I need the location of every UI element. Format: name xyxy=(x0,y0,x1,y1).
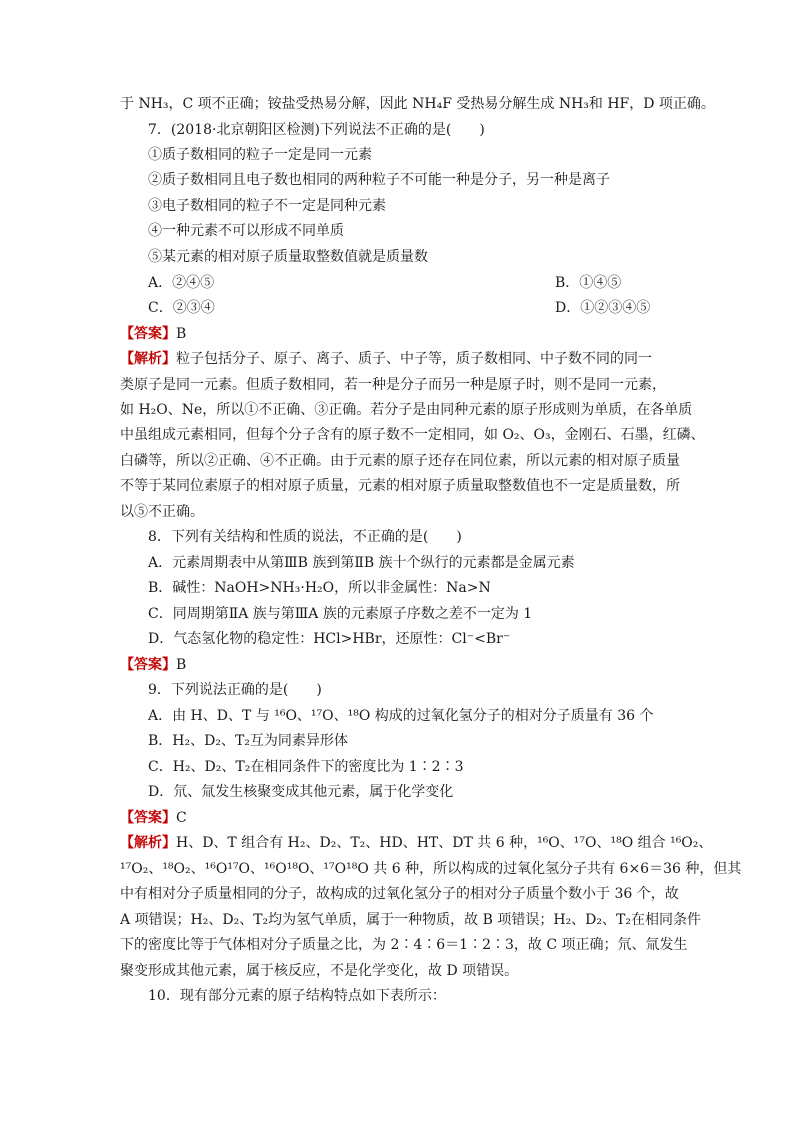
q9-option-b: B．H₂、D₂、T₂互为同素异形体 xyxy=(148,733,348,749)
q9-analysis-line: A 项错误；H₂、D₂、T₂均为氢气单质，属于一种物质，故 B 项错误；H₂、D₂、T₂在相同条件 xyxy=(120,912,701,928)
answer-label: 【答案】 xyxy=(120,810,176,826)
question-7-stem: 7．(2018·北京朝阳区检测)下列说法不正确的是( ) xyxy=(148,122,485,138)
option-c-text: C．②③④ xyxy=(148,300,215,316)
answer-label: 【答案】 xyxy=(120,657,176,673)
q7-answer xyxy=(120,324,680,344)
q7-option-c xyxy=(148,298,708,318)
q9-analysis-line: 下的密度比等于气体相对分子质量之比，为 2∶4∶6＝1∶2∶3，故 C 项正确；氘、氚发生 xyxy=(120,937,688,953)
q7-analysis-line: 不等于某同位素原子的相对原子质量，元素的相对原子质量取整数值也不一定是质量数，所 xyxy=(120,478,680,494)
q7-analysis-line: 如 H₂O、Ne，所以①不正确、③正确。若分子是由同种元素的原子形成则为单质，在各单质 xyxy=(120,402,693,418)
q7-statement-3: ③电子数相同的粒子不一定是同种元素 xyxy=(148,198,386,214)
answer-value: B xyxy=(176,326,187,342)
question-8-stem: 8．下列有关结构和性质的说法，不正确的是( ) xyxy=(148,529,462,545)
option-a-text: A．②④⑤ xyxy=(148,275,215,291)
q7-statement-4: ④一种元素不可以形成不同单质 xyxy=(148,223,344,239)
q7-analysis-line: 白磷等，所以②正确、④不正确。由于元素的原子还存在同位素，所以元素的相对原子质量 xyxy=(120,453,680,469)
analysis-label: 【解析】 xyxy=(120,835,176,851)
answer-value: C xyxy=(176,810,187,826)
q9-option-c: C．H₂、D₂、T₂在相同条件下的密度比为 1∶2∶3 xyxy=(148,759,464,775)
q7-statement-1: ①质子数相同的粒子一定是同一元素 xyxy=(148,147,372,163)
q8-option-c: C．同周期第ⅡA 族与第ⅢA 族的元素原子序数之差不一定为 1 xyxy=(148,606,533,622)
q8-option-a: A．元素周期表中从第ⅢB 族到第ⅡB 族十个纵行的元素都是金属元素 xyxy=(148,555,575,571)
q7-analysis-line: 类原子是同一元素。但质子数相同，若一种是分子而另一种是原子时，则不是同一元素， xyxy=(120,377,666,393)
q7-option-a xyxy=(148,273,708,293)
question-10-stem: 10．现有部分元素的原子结构特点如下表所示： xyxy=(148,988,446,1004)
question-9-stem: 9．下列说法正确的是( ) xyxy=(148,682,322,698)
q9-analysis-line: 聚变形成其他元素，属于核反应，不是化学变化，故 D 项错误。 xyxy=(120,963,519,979)
analysis-text: H、D、T 组合有 H₂、D₂、T₂、HD、HT、DT 共 6 种，¹⁶O、¹⁷O、¹⁸O 组合 ¹⁶O₂、 xyxy=(176,835,713,851)
q9-option-a: A．由 H、D、T 与 ¹⁶O、¹⁷O、¹⁸O 构成的过氧化氢分子的相对分子质量有 36 个 xyxy=(148,708,654,724)
q9-analysis-line: ¹⁷O₂、¹⁸O₂、¹⁶O¹⁷O、¹⁶O¹⁸O、¹⁷O¹⁸O 共 6 种，所以构成的过氧化氢分子共有 6×6＝36 种，但其 xyxy=(120,861,742,877)
q8-answer xyxy=(120,655,680,675)
q9-analysis-line xyxy=(120,833,713,853)
q7-analysis-line: 以⑤不正确。 xyxy=(120,504,204,520)
q8-option-d: D．气态氢化物的稳定性：HCl>HBr，还原性：Cl⁻<Br⁻ xyxy=(148,631,511,647)
option-d-text: D．①②③④⑤ xyxy=(555,300,651,316)
analysis-text: 粒子包括分子、原子、离子、质子、中子等，质子数相同、中子数不同的同一 xyxy=(176,351,652,367)
q7-analysis-line: 中虽组成元素相同，但每个分子含有的原子数不一定相同，如 O₂、O₃，金刚石、石墨，红磷、 xyxy=(120,427,705,443)
answer-value: B xyxy=(176,657,187,673)
q7-statement-2: ②质子数相同且电子数也相同的两种粒子不可能一种是分子，另一种是离子 xyxy=(148,172,610,188)
answer-label: 【答案】 xyxy=(120,326,176,342)
q9-answer xyxy=(120,808,680,828)
q7-analysis-line xyxy=(120,349,680,369)
analysis-label: 【解析】 xyxy=(120,351,176,367)
q8-option-b: B．碱性：NaOH>NH₃·H₂O，所以非金属性：Na>N xyxy=(148,580,491,596)
option-b-text: B．①④⑤ xyxy=(555,275,622,291)
q9-analysis-line: 中有相对分子质量相同的分子，故构成的过氧化氢分子的相对分子质量个数小于 36 个，故 xyxy=(120,886,679,902)
q9-option-d: D．氘、氚发生核聚变成其他元素，属于化学变化 xyxy=(148,784,454,800)
q7-statement-5: ⑤某元素的相对原子质量取整数值就是质量数 xyxy=(148,249,428,265)
text-line: 于 NH₃，C 项不正确；铵盐受热易分解，因此 NH₄F 受热易分解生成 NH₃和 HF，D 项正确。 xyxy=(120,96,715,112)
